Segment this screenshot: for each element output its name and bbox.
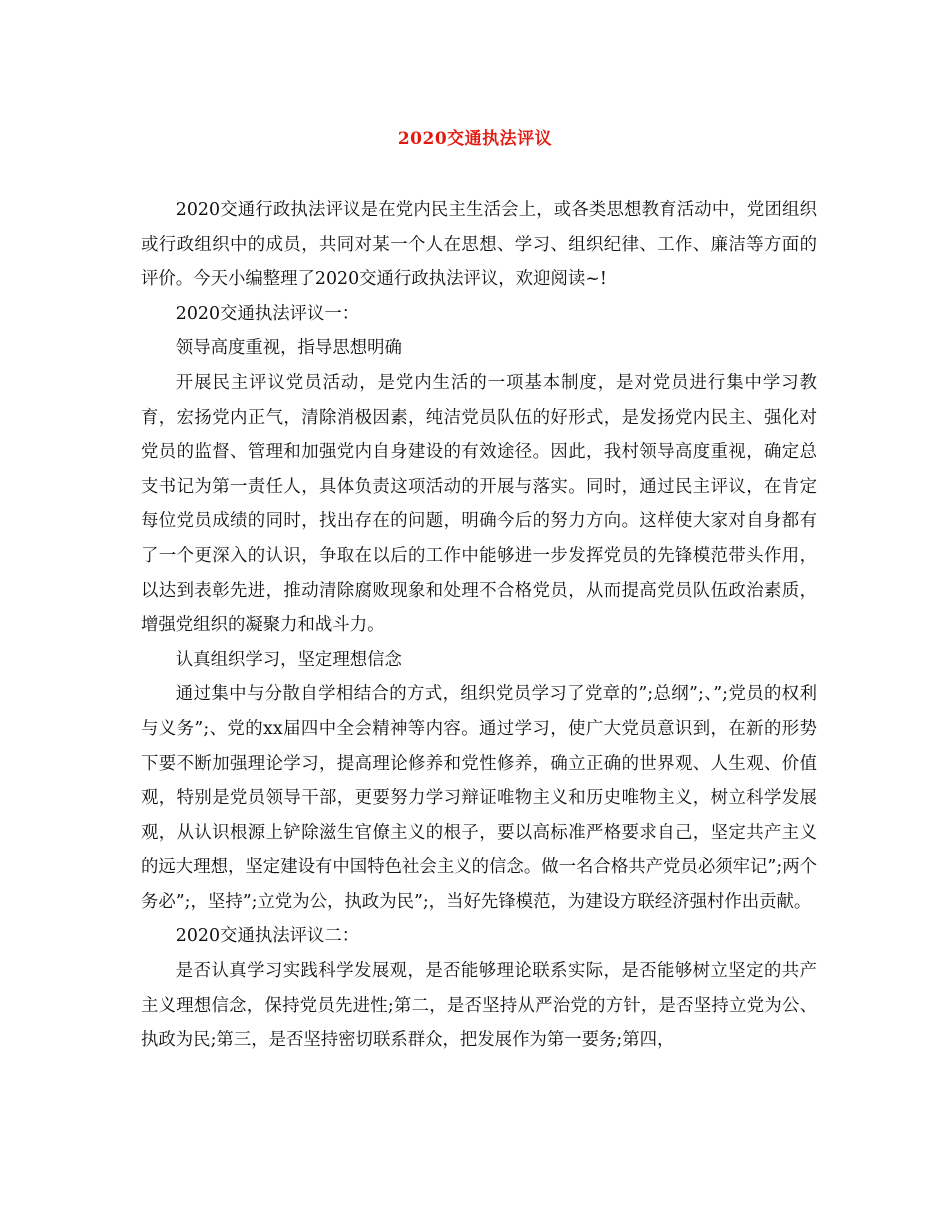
document-body — [141, 193, 817, 1058]
paragraph-study: 通过集中与分散自学相结合的方式，组织党员学习了党章的”;总纲”;、”;党员的权利与义务”;、党的xx届四中全会精神等内容。通过学习，使广大党员意识到，在新的形势下要不断加强理论学习，提高理论修养和党性修养，确立正确的世界观、人生观、价值观，特别是党员领导干部，更要努力学习辩证唯物主义和历史唯物主义，树立科学发展观，从认识根源上铲除滋生官僚主义的根子，要以高标准严格要求自己，坚定共产主义的远大理想，坚定建设有中国特色社会主义的信念。做一名合格共产党员必须牢记”;两个务必”;，坚持”;立党为公，执政为民”;，当好先锋模范，为建设方联经济强村作出贡献。 — [141, 684, 817, 912]
subheading-leadership: 领导高度重视，指导思想明确 — [175, 338, 402, 359]
paragraph-leadership: 开展民主评议党员活动，是党内生活的一项基本制度，是对党员进行集中学习教育，宏扬党内正气，清除消极因素，纯洁党员队伍的好形式，是发扬党内民主、强化对党员的监督、管理和加强党内自身建设的有效途径。因此，我村领导高度重视，确定总支书记为第一责任人，具体负责这项活动的开展与落实。同时，通过民主评议，在肯定每位党员成绩的同时，找出存在的问题，明确今后的努力方向。这样使大家对自身都有了一个更深入的认识，争取在以后的工作中能够进一步发挥党员的先锋模范带头作用，以达到表彰先进，推动清除腐败现象和处理不合格党员，从而提高党员队伍政治素质，增强党组织的凝聚力和战斗力。 — [141, 372, 817, 636]
document-title: 2020交通执法评议 — [397, 129, 553, 149]
section-heading-two: 2020交通执法评议二： — [175, 926, 360, 947]
section-heading-one: 2020交通执法评议一： — [175, 303, 360, 324]
subheading-study: 认真组织学习，坚定理想信念 — [175, 649, 402, 670]
paragraph-criteria: 是否认真学习实践科学发展观，是否能够理论联系实际，是否能够树立坚定的共产主义理想信念，保持党员先进性;第二，是否坚持从严治党的方针，是否坚持立党为公、执政为民;第三，是否坚持密切联系群众，把发展作为第一要务;第四， — [141, 961, 817, 1051]
paragraph-intro: 2020交通行政执法评议是在党内民主生活会上，或各类思想教育活动中，党团组织或行政组织中的成员，共同对某一个人在思想、学习、组织纪律、工作、廉洁等方面的评价。今天小编整理了2020交通行政执法评议，欢迎阅读~! — [141, 200, 817, 290]
